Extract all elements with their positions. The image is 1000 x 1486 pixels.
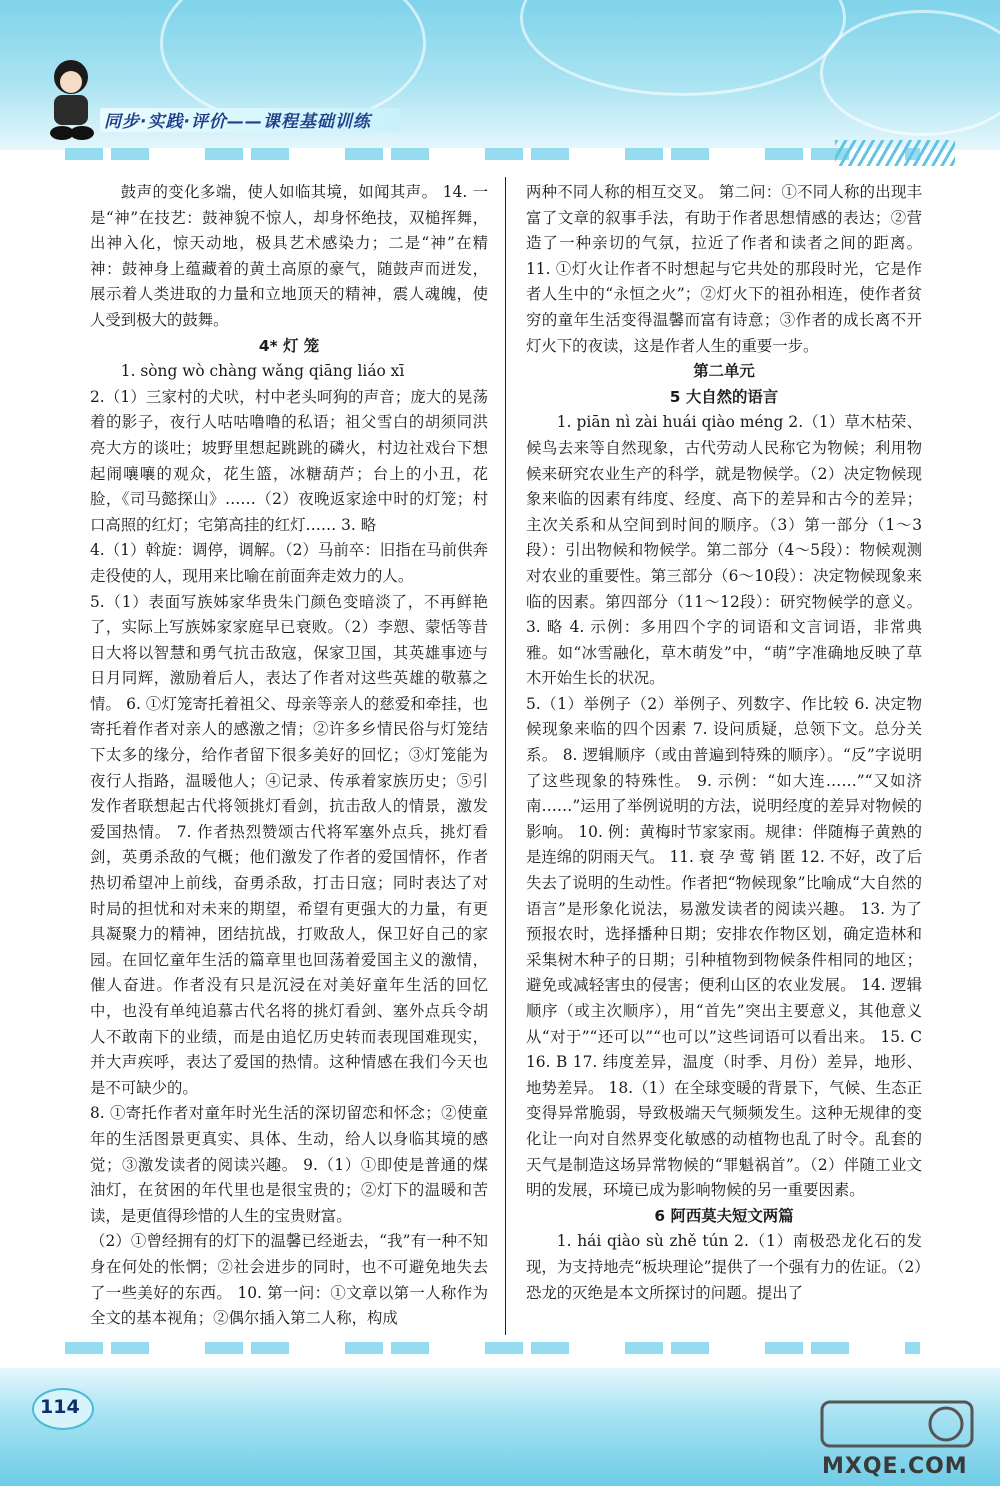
- top-dotted-rule: [65, 148, 920, 160]
- pinyin-answer: 1. sòng wò chàng wǎng qiāng liáo xī: [120, 362, 405, 381]
- answer-paragraph: 2.（1）三家村的犬吠，村中老头呵狗的声音；庞大的晃荡着的影子，夜行人咕咕噜噜的私语；祖父雪白的胡须同洪亮大方的谈吐；坡野里想起跳跳的磷火，村边社戏台下想起闹嚷嚷的观众，花生篮，冰糖葫芦；台上的小丑，花脸，《司马懿探山》……（2）夜晚返家途中时的灯笼；村口高照的红灯；宅第高挂的红灯…… 3. 略: [90, 387, 488, 534]
- answer-paragraph: 1. piān nì zài huái qiào méng 2.（1）草木枯荣、候鸟去来等自然现象，古代劳动人民称它为物候；利用物候来研究农业生产的科学，就是物候学。（2）决定物候现象来临的因素有纬度、经度、高下的差异和古今的差异；主次关系和从空间到时间的顺序。（3）第一部分（1～3段）：引出物候和物候学。第二部分（4～5段）：物候观测对农业的重要性。第三部分（6～10段）：决定物候现象来临的因素。第四部分（11～12段）：研究物候学的意义。 3. 略 4. 示例：多用四个字的词语和文言词语，非常典雅。如“冰雪融化，草木萌发”中，“萌”字准确地反映了草木开始生长的状况。: [526, 413, 922, 688]
- left-column: [90, 180, 488, 1332]
- answer-paragraph: 4.（1）斡旋：调停，调解。（2）马前卒：旧指在马前供奔走役使的人，现用来比喻在前面奔走效力的人。: [90, 541, 488, 585]
- top-hatch-decoration: [835, 140, 955, 166]
- answer-paragraph: 8. ①寄托作者对童年时光生活的深切留恋和怀念；②使童年的生活图景更真实、具体、生动，给人以身临其境的感觉；③激发读者的阅读兴趣。 9.（1）①即使是普通的煤油灯，在贫困的年代里也是很宝贵的；②灯下的温暖和苦读，是更值得珍惜的人生的宝贵财富。: [90, 1104, 488, 1225]
- mascot-illustration: [40, 55, 102, 143]
- answer-paragraph: 5.（1）表面写族姊家华贵朱门颜色变暗淡了，不再鲜艳了，实际上写族姊家家庭早已衰败。（2）李愬、蒙恬等昔日大将以智慧和勇气抗击敌寇，保家卫国，其英雄事迹与日月同辉，激励着后人，表达了作者对这些英雄的敬慕之情。 6. ①灯笼寄托着祖父、母亲等亲人的慈爱和牵挂，也寄托着作者对亲人的感激之情；②许多乡情民俗与灯笼结下太多的缘分，给作者留下很多美好的回忆；③灯笼能为夜行人指路，温暖他人；④记录、传承着家族历史；⑤引发作者联想起古代将领挑灯看剑，抗击敌人的情景，激发爱国热情。 7. 作者热烈赞颂古代将军塞外点兵，挑灯看剑，英勇杀敌的气概；他们激发了作者的爱国情怀，作者热切希望冲上前线，奋勇杀敌，打击日寇；同时表达了对时局的担忧和对未来的期望，希望有更强大的力量，有更具凝聚力的精神，团结抗战，打败敌人，保卫好自己的家园。在回忆童年生活的篇章里也回荡着爱国主义的激情，催人奋进。作者没有只是沉浸在对美好童年生活的回忆中，也没有单纯追慕古代名将的挑灯看剑、塞外点兵令胡人不敢南下的业绩，而是由追忆历史转而表现国难现实，并大声疾呼，表达了爱国的热情。这种情感在我们今天也是不可缺少的。: [90, 592, 488, 1097]
- answer-paragraph: 1. hái qiào sù zhě tún 2.（1）南极恐龙化石的发现，为支持地壳“板块理论”提供了一个强有力的佐证。（2）恐龙的灭绝是本文所探讨的问题。提出了: [526, 1232, 922, 1302]
- lesson-heading: 6 阿西莫夫短文两篇: [654, 1206, 794, 1225]
- lesson-heading: 4* 灯 笼: [258, 336, 320, 355]
- answer-paragraph: 鼓声的变化多端，使人如临其境，如闻其声。 14. 一是“神”在技艺：鼓神貌不惊人，却身怀绝技，双槌挥舞，出神入化，惊天动地，极具艺术感染力；二是“神”在精神：鼓神身上蕴藏着的黄土高原的豪气，随鼓声而迸发，展示着人类进取的力量和立地顶天的精神，震人魂魄，使人受到极大的鼓舞。: [90, 183, 488, 329]
- unit-heading: 第二单元: [693, 362, 755, 381]
- answer-paragraph: （2）①曾经拥有的灯下的温馨已经逝去，“我”有一种不知身在何处的怅惘；②社会进步的同时，也不可避免地失去了一些美好的东西。 10. 第一问：①文章以第一人称作为全文的基本视角；②偶尔插入第二人称，构成: [90, 1232, 488, 1328]
- answer-paragraph: 两种不同人称的相互交叉。 第二问：①不同人称的出现丰富了文章的叙事手法，有助于作者思想情感的表达；②营造了一种亲切的气氛，拉近了作者和读者之间的距离。 11. ①灯火让作者不时想起与它共处的那段时光，它是作者人生中的“永恒之火”；②灯火下的祖孙相连，使作者贫穷的童年生活变得温馨而富有诗意；③作者的成长离不开灯火下的夜读，这是作者人生的重要一步。: [526, 183, 922, 355]
- lesson-heading: 5 大自然的语言: [669, 387, 779, 406]
- column-divider: [505, 177, 506, 1335]
- page-number: 114: [40, 1396, 80, 1418]
- bottom-dotted-rule: [65, 1342, 920, 1354]
- right-column: [526, 180, 922, 1306]
- series-title: 同步·实践·评价——课程基础训练: [104, 112, 371, 132]
- watermark-text: MXQE.COM: [822, 1454, 968, 1479]
- answer-paragraph: 5.（1）举例子（2）举例子、列数字、作比较 6. 决定物候现象来临的四个因素 7. 设问质疑，总领下文。总分关系。 8. 逻辑顺序（或由普遍到特殊的顺序）。“反”字说明了这些现象的特殊性。 9. 示例：“如大连……”“又如济南……”运用了举例说明的方法，说明经度的差异对物候的影响。 10. 例：黄梅时节家家雨。规律：伴随梅子黄熟的是连绵的阴雨天气。 11. 衰 孕 莺 销 匿 12. 不好，改了后失去了说明的生动性。作者把“物候现象”比喻成“大自然的语言”是形象化说法，易激发读者的阅读兴趣。 13. 为了预报农时，选择播种日期；安排农作物区划，确定造林和采集树木种子的日期；引种植物到物候条件相同的地区；避免或减轻害虫的侵害；便利山区的农业发展。 14. 逻辑顺序（或主次顺序），用“首先”突出主要意义，其他意义从“对于”“还可以”“也可以”这些词语可以看出来。 15. C 16. B 17. 纬度差异，温度（时季、月份）差异，地形、地势差异。 18.（1）在全球变暖的背景下，气候、生态正变得异常脆弱，导致极端天气频频发生。这种无规律的变化让一向对自然界变化敏感的动植物也乱了时令。乱套的天气是制造这场异常物候的“罪魁祸首”。（2）伴随工业文明的发展，环境已成为影响物候的另一重要因素。: [526, 694, 922, 1200]
